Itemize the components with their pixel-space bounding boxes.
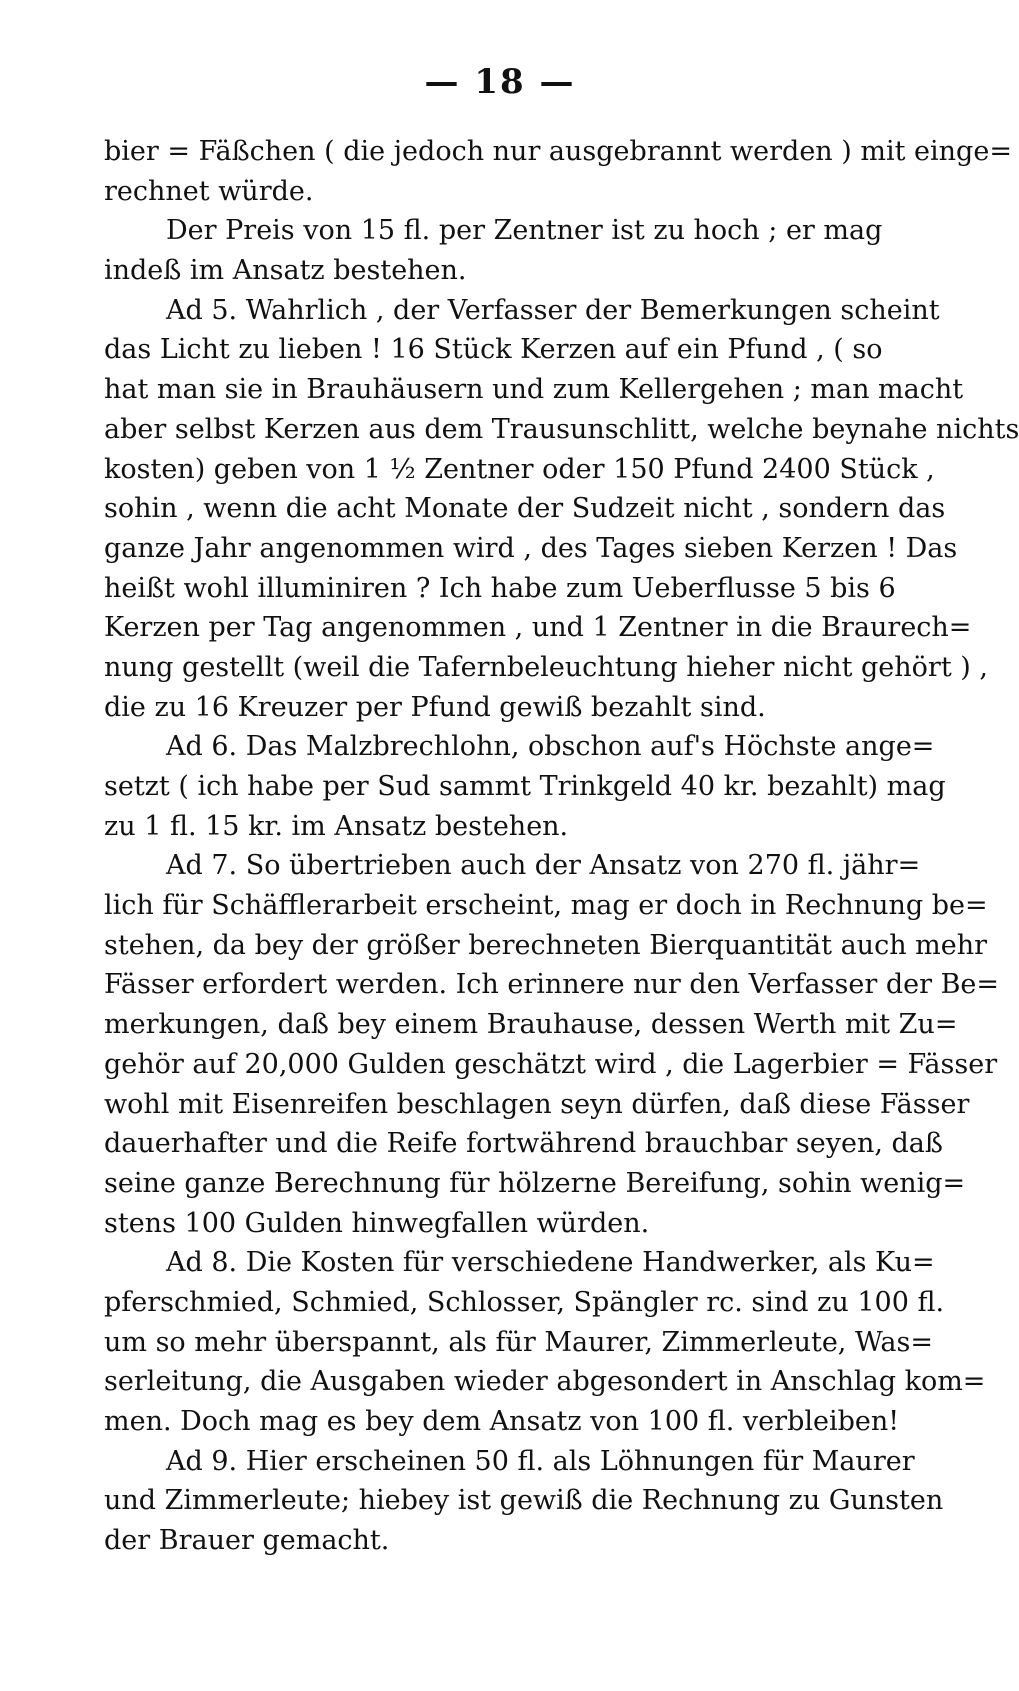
text-line: rechnet würde. (104, 175, 314, 207)
text-line: nung gestellt (weil die Tafernbeleuchtung hieher nicht gehört ) , (104, 651, 988, 683)
text-line: stehen, da bey der größer berechneten Bierquantität auch mehr (104, 929, 988, 961)
text-line: pferschmied, Schmied, Schlosser, Spängler rc. sind zu 100 fl. (104, 1286, 945, 1318)
text-line: das Licht zu lieben ! 16 Stück Kerzen auf ein Pfund , ( so (104, 334, 883, 366)
text-line: indeß im Ansatz bestehen. (104, 255, 467, 287)
text-line: und Zimmerleute; hiebey ist gewiß die Rechnung zu Gunsten (104, 1485, 944, 1517)
text-line: merkungen, daß bey einem Brauhause, dessen Werth mit Zu= (104, 1009, 958, 1041)
page-number-header: — 18 — (424, 62, 576, 102)
text-line: die zu 16 Kreuzer per Pfund gewiß bezahlt sind. (104, 691, 766, 723)
text-line: kosten) geben von 1 ½ Zentner oder 150 Pfund 2400 Stück , (104, 453, 935, 485)
text-line: bier = Fäßchen ( die jedoch nur ausgebrannt werden ) mit einge= (104, 136, 1012, 167)
text-line: stens 100 Gulden hinwegfallen würden. (104, 1207, 650, 1239)
text-line: hat man sie in Brauhäusern und zum Kellergehen ; man macht (104, 374, 964, 406)
text-line: heißt wohl illuminiren ? Ich habe zum Ueberflusse 5 bis 6 (104, 572, 896, 604)
text-line: men. Doch mag es bey dem Ansatz von 100 fl. verbleiben! (104, 1406, 900, 1437)
text-line: Ad 8. Die Kosten für verschiedene Handwerker, als Ku= (166, 1247, 935, 1279)
text-line: gehör auf 20,000 Gulden geschätzt wird , die Lagerbier = Fässer (104, 1048, 998, 1080)
text-line: Kerzen per Tag angenommen , und 1 Zentner in die Braurech= (104, 612, 972, 644)
text-line: lich für Schäfflerarbeit erscheint, mag er doch in Rechnung be= (104, 890, 988, 922)
text-line: Ad 9. Hier erscheinen 50 fl. als Löhnungen für Maurer (166, 1445, 915, 1477)
text-line: Der Preis von 15 fl. per Zentner ist zu hoch ; er mag (166, 215, 883, 247)
text-line: Ad 7. So übertrieben auch der Ansatz von 270 fl. jähr= (166, 850, 921, 882)
body-text (104, 132, 1019, 1561)
text-line: aber selbst Kerzen aus dem Trausunschlitt, welche beynahe nichts (104, 413, 1019, 445)
text-line: setzt ( ich habe per Sud sammt Trinkgeld 40 kr. bezahlt) mag (104, 771, 946, 802)
text-line: dauerhafter und die Reife fortwährend brauchbar seyen, daß (104, 1128, 943, 1160)
text-line: wohl mit Eisenreifen beschlagen seyn dürfen, daß diese Fässer (104, 1088, 970, 1120)
text-line: ganze Jahr angenommen wird , des Tages sieben Kerzen ! Das (104, 532, 958, 564)
text-line: um so mehr überspannt, als für Maurer, Zimmerleute, Was= (104, 1326, 933, 1358)
text-line: Ad 6. Das Malzbrechlohn, obschon auf's Höchste ange= (166, 731, 935, 763)
text-line: seine ganze Berechnung für hölzerne Bereifung, sohin wenig= (104, 1167, 966, 1199)
text-line: Ad 5. Wahrlich , der Verfasser der Bemerkungen scheint (166, 294, 940, 326)
text-line: zu 1 fl. 15 kr. im Ansatz bestehen. (104, 810, 569, 842)
text-line: Fässer erfordert werden. Ich erinnere nur den Verfasser der Be= (104, 969, 1000, 1001)
text-line: serleitung, die Ausgaben wieder abgesondert in Anschlag kom= (104, 1366, 986, 1398)
text-line: der Brauer gemacht. (104, 1525, 390, 1557)
text-line: sohin , wenn die acht Monate der Sudzeit nicht , sondern das (104, 493, 946, 525)
